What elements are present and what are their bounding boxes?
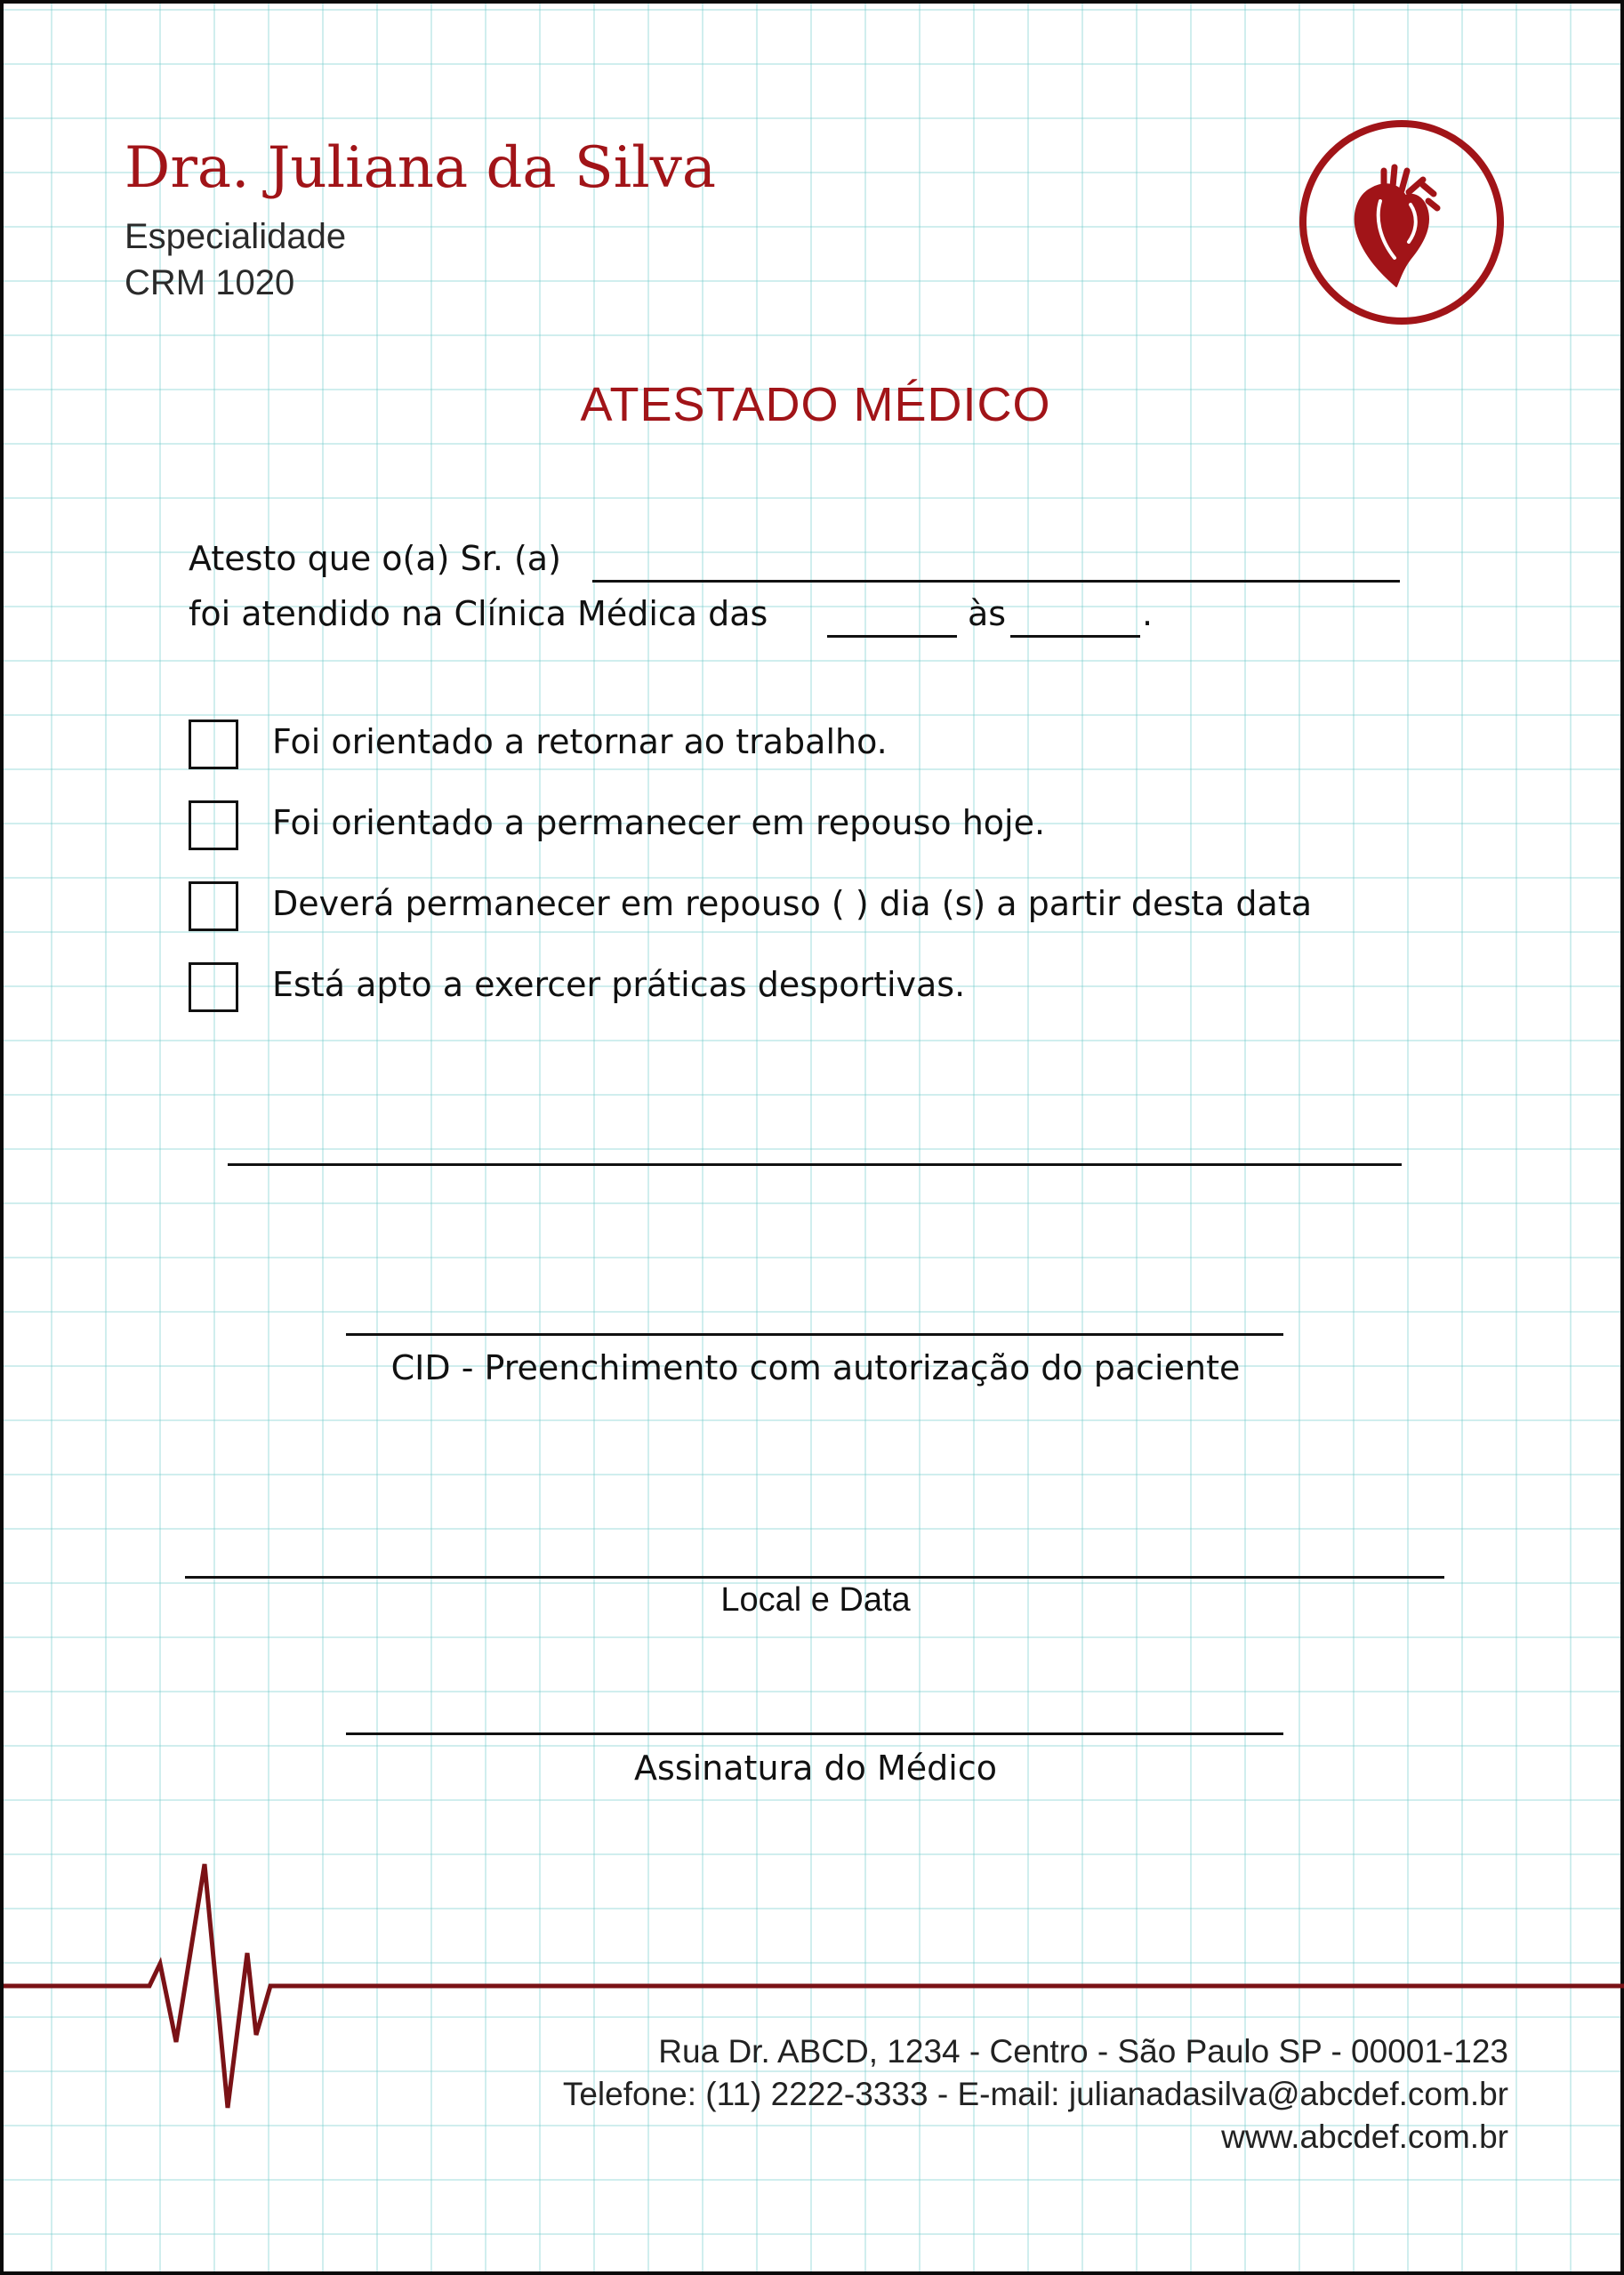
option-return-to-work-checkbox[interactable]: [189, 719, 238, 769]
footer-contact: Telefone: (11) 2222-3333 - E-mail: julianadasilva@abcdef.com.br: [562, 2076, 1508, 2112]
statement-as-label: às: [968, 594, 1007, 633]
statement-clinic-label: foi atendido na Clínica Médica das: [189, 594, 768, 633]
footer-website[interactable]: www.abcdef.com.br: [1221, 2118, 1508, 2155]
signature-label: Assinatura do Médico: [634, 1748, 997, 1788]
option-rest-today-checkbox[interactable]: [189, 800, 238, 850]
patient-name-field[interactable]: [592, 580, 1400, 583]
cid-label: CID - Preenchimento com autorização do paciente: [390, 1348, 1241, 1387]
notes-field[interactable]: [228, 1163, 1402, 1166]
statement-period: .: [1142, 594, 1154, 633]
option-rest-today-label: Foi orientado a permanecer em repouso hoje.: [272, 803, 1046, 842]
footer-address: Rua Dr. ABCD, 1234 - Centro - São Paulo SP - 00001-123: [658, 2033, 1508, 2070]
doctor-name: Dra. Juliana da Silva: [125, 135, 716, 201]
heart-icon: [1295, 116, 1508, 329]
statement-line-1: [189, 539, 561, 578]
option-return-to-work-label: Foi orientado a retornar ao trabalho.: [272, 722, 888, 761]
statement-patient-label: Atesto que o(a) Sr. (a): [189, 539, 561, 578]
option-rest-days-label: Deverá permanecer em repouso ( ) dia (s) a partir desta data: [272, 884, 1313, 923]
option-sports-fit-checkbox[interactable]: [189, 962, 238, 1012]
time-from-field[interactable]: [827, 635, 957, 638]
statement-line-2: [189, 594, 768, 633]
local-date-label: Local e Data: [720, 1581, 911, 1619]
local-date-field[interactable]: [185, 1576, 1444, 1579]
doctor-specialty: Especialidade: [125, 217, 347, 256]
document-title: ATESTADO MÉDICO: [580, 378, 1051, 431]
time-to-field[interactable]: [1010, 635, 1140, 638]
option-sports-fit-label: Está apto a exercer práticas desportivas.: [272, 965, 966, 1004]
option-rest-days-checkbox[interactable]: [189, 881, 238, 931]
cid-field[interactable]: [346, 1333, 1283, 1336]
doctor-crm: CRM 1020: [125, 263, 295, 302]
signature-field[interactable]: [346, 1732, 1283, 1735]
